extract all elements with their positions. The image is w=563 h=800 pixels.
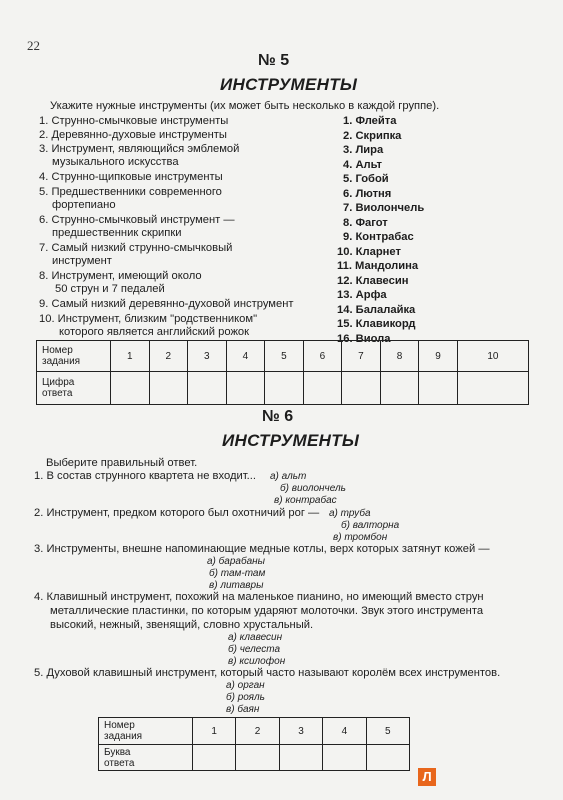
label-line: Номер (104, 720, 135, 731)
item-line: 1. Струнно-смычковые инструменты (39, 115, 229, 127)
answer-cell[interactable] (226, 372, 265, 405)
option-item: 6. Лютня (343, 187, 392, 200)
option-item: 8. Фагот (343, 216, 388, 229)
option-item: 2. Скрипка (343, 129, 402, 142)
answer-options (226, 680, 265, 716)
task5-number: № 5 (258, 52, 290, 69)
task6-instruction: Выберите правильный ответ. (46, 457, 198, 469)
option-item: 12. Клавесин (337, 274, 409, 287)
task5-answer-table (36, 340, 529, 405)
answer-cell[interactable] (366, 745, 409, 771)
question-text (34, 591, 484, 633)
answer-cell[interactable] (193, 745, 236, 771)
item-line: 2. Деревянно-духовые инструменты (39, 129, 227, 141)
item-line: фортепиано (52, 199, 116, 211)
column-number: 1 (111, 341, 150, 372)
answer-cell[interactable] (111, 372, 150, 405)
label-line: ответа (42, 388, 73, 399)
row-label (99, 745, 193, 771)
column-number: 7 (342, 341, 381, 372)
item-line: 5. Предшественники современного (39, 186, 222, 198)
question-text: 3. Инструменты, внешне напоминающие медные котлы, верх которых затянут кожей — (34, 543, 490, 555)
answer-cell[interactable] (342, 372, 381, 405)
answer-cell[interactable] (236, 745, 279, 771)
item-line: 7. Самый низкий струнно-смычковый (39, 242, 233, 254)
answer-option: б) валторна (341, 520, 400, 531)
question-text: 2. Инструмент, предком которого был охотничий рог — (34, 507, 320, 519)
answer-option: а) барабаны (207, 556, 266, 567)
column-number: 3 (188, 341, 227, 372)
answer-options (329, 508, 399, 544)
answer-cell[interactable] (419, 372, 458, 405)
task6-title: ИНСТРУМЕНТЫ (222, 431, 360, 450)
option-item: 11. Мандолина (337, 260, 419, 272)
item-line: 3. Инструмент, являющийся эмблемой (39, 143, 240, 155)
column-number: 4 (323, 718, 366, 745)
label-line: ответа (104, 757, 135, 769)
answer-options (207, 556, 265, 592)
option-item: 9. Контрабас (343, 231, 414, 243)
task6-answer-table (98, 717, 410, 771)
label-line: Номер (42, 345, 73, 356)
answer-options (270, 471, 346, 507)
option-item: 16. Виола (337, 332, 391, 345)
column-number: 3 (279, 718, 322, 745)
row-label (37, 341, 111, 372)
item-line: которого является английский рожок (59, 326, 250, 338)
publisher-logo-icon: Л (418, 768, 436, 786)
item-line: 4. Струнно-щипковые инструменты (39, 171, 223, 183)
answer-cell[interactable] (279, 745, 322, 771)
question-line: металлические пластинки, по которым ударяют молоточки. Звук этого инструмента (50, 605, 484, 617)
question-text: 5. Духовой клавишный инструмент, который часто называют королём всех инструментов. (34, 667, 501, 679)
column-number: 2 (236, 718, 279, 745)
answer-option: в) ксилофон (228, 656, 286, 667)
answer-cell[interactable] (188, 372, 227, 405)
task5-instruction: Укажите нужные инструменты (их может быть несколько в каждой группе). (50, 100, 440, 112)
answer-option: а) альт (270, 471, 307, 482)
answer-cell[interactable] (380, 372, 419, 405)
label-line: Буква (104, 746, 131, 758)
answer-option: в) баян (226, 704, 260, 715)
answer-cell[interactable] (457, 372, 528, 405)
answer-option: б) виолончель (280, 483, 346, 494)
column-number: 6 (303, 341, 342, 372)
option-item: 10. Кларнет (337, 245, 401, 258)
column-number: 5 (265, 341, 304, 372)
task5-item (39, 115, 294, 339)
item-line: инструмент (52, 255, 112, 267)
answer-option: в) контрабас (274, 495, 337, 506)
answer-cell[interactable] (149, 372, 188, 405)
item-line: музыкального искусства (52, 156, 179, 168)
page-number: 22 (27, 38, 40, 53)
task6-number: № 6 (262, 408, 294, 425)
label-line: задания (104, 731, 143, 742)
answer-option: б) там-там (209, 568, 266, 579)
item-line: 10. Инструмент, близким "родственником" (39, 313, 258, 325)
item-line: 6. Струнно-смычковый инструмент — (39, 214, 235, 226)
answer-option: а) труба (329, 508, 371, 519)
label-line: задания (42, 356, 81, 367)
option-item: 1. Флейта (343, 115, 397, 127)
column-number: 10 (457, 341, 528, 372)
answer-option: а) орган (226, 680, 265, 691)
answer-option: а) клавесин (228, 632, 283, 643)
answer-option: б) рояль (226, 692, 265, 703)
item-line: 9. Самый низкий деревянно-духовой инструмент (39, 298, 294, 310)
question-text: 1. В состав струнного квартета не входит... (34, 470, 256, 482)
question-line: 4. Клавишный инструмент, похожий на маленькое пианино, но имеющий вместо струн (34, 591, 484, 603)
answer-option: в) литавры (209, 580, 264, 591)
option-item: 7. Виолончель (343, 202, 425, 214)
column-number: 9 (419, 341, 458, 372)
item-line: 8. Инструмент, имеющий около (39, 270, 202, 282)
column-number: 2 (149, 341, 188, 372)
answer-cell[interactable] (323, 745, 366, 771)
item-line: 50 струн и 7 педалей (55, 283, 165, 295)
row-label (99, 718, 193, 745)
item-line: предшественник скрипки (52, 227, 182, 239)
question-line: высокий, нежный, звенящий, словно хрустальный. (50, 619, 314, 631)
task5-title: ИНСТРУМЕНТЫ (220, 75, 358, 94)
answer-cell[interactable] (265, 372, 304, 405)
option-item: 3. Лира (343, 144, 384, 156)
column-number: 8 (380, 341, 419, 372)
option-item: 5. Гобой (343, 173, 389, 185)
column-number: 4 (226, 341, 265, 372)
option-item: 13. Арфа (337, 289, 387, 301)
answer-cell[interactable] (303, 372, 342, 405)
row-label (37, 372, 111, 405)
column-number: 5 (366, 718, 409, 745)
option-item: 4. Альт (343, 158, 382, 171)
label-line: Цифра (42, 377, 75, 388)
answer-option: в) тромбон (333, 532, 388, 543)
task5-options (337, 114, 425, 346)
column-number: 1 (193, 718, 236, 745)
answer-option: б) челеста (228, 644, 281, 655)
answer-options (228, 632, 285, 668)
option-item: 15. Клавикорд (337, 318, 416, 330)
option-item: 14. Балалайка (337, 303, 416, 316)
